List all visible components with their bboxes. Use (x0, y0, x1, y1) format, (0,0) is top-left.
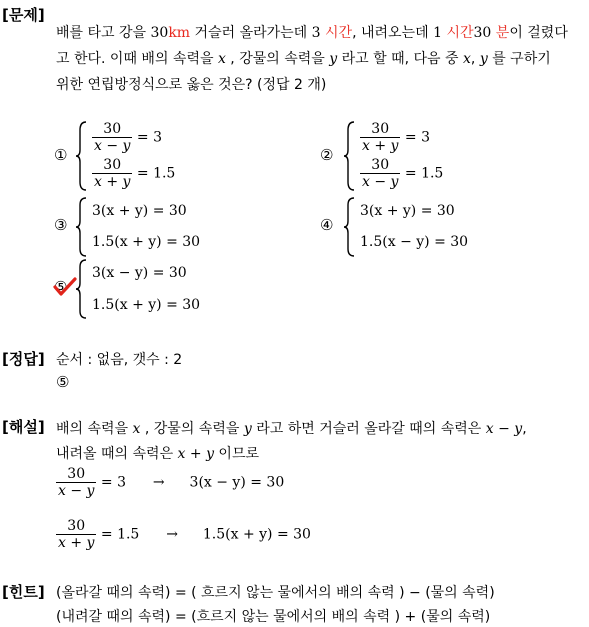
choice-equation-2: 1.5(x + y) = 30 (92, 234, 201, 250)
left-brace-icon (76, 196, 88, 258)
choice-marker: ⑤ (54, 278, 68, 296)
answer-line-2: ⑤ (56, 373, 70, 391)
choice-marker: ② (320, 146, 334, 164)
answer-line-1: 순서 : 없음, 갯수 : 2 (56, 352, 183, 368)
checkmark-icon (52, 276, 78, 298)
choice-equation-1: 3(x + y) = 30 (92, 203, 187, 219)
explanation-line-1: 배의 속력을 x , 강물의 속력을 y 라고 하면 거슬러 올라갈 때의 속력은 x − y, (56, 421, 527, 437)
arrow-icon: → (152, 474, 165, 491)
explanation-equation-b: $\frac{30}{x + y}$ = 1.5 → 1.5(x + y) = 30 (58, 518, 311, 551)
choice-equation-2: 1.5(x + y) = 30 (92, 297, 201, 313)
hint-line-1: (올라갈 때의 속력) = ( 흐르지 않는 물에서의 배의 속력 ) − (물의 속력) (56, 585, 495, 601)
choice-marker: ④ (320, 216, 334, 234)
choice-equation-1: 3(x − y) = 30 (92, 265, 187, 281)
choice-marker: ③ (54, 216, 68, 234)
arrow-icon: → (166, 526, 178, 543)
problem-label: [문제] (2, 6, 45, 24)
choice-equation-2: 1.5(x − y) = 30 (360, 234, 469, 250)
left-brace-icon (76, 258, 88, 320)
left-brace-icon (344, 120, 356, 192)
choice-marker: ① (54, 146, 68, 164)
choice-equation-2: $\frac{30}{x - y}$ = 1.5 (362, 157, 444, 190)
explanation-equation-a: $\frac{30}{x - y}$ = 3 → 3(x − y) = 30 (58, 466, 285, 499)
choice-equation-1: $\frac{30}{x + y}$ = 3 (362, 121, 430, 154)
problem-line-3: 위한 연립방정식으로 옳은 것은? (정답 2 개) (56, 77, 327, 93)
left-brace-icon (76, 120, 88, 192)
choice-equation-1: 3(x + y) = 30 (360, 203, 455, 219)
choice-equation-1: $\frac{30}{x - y}$ = 3 (94, 121, 162, 154)
hint-label: [힌트] (2, 583, 45, 601)
choice-equation-2: $\frac{30}{x + y}$ = 1.5 (94, 157, 176, 190)
hint-line-2: (내려갈 때의 속력) = (흐르지 않는 물에서의 배의 속력 ) + (물의 속력) (56, 609, 491, 625)
problem-line-1: 배를 타고 강을 30km 거슬러 올라가는데 3 시간, 내려오는데 1 시간30 분이 걸렸다 (56, 25, 568, 41)
answer-label: [정답] (2, 350, 45, 368)
problem-line-2: 고 한다. 이때 배의 속력을 x , 강물의 속력을 y 라고 할 때, 다음 중 x, y 를 구하기 (56, 51, 551, 67)
explanation-line-2: 내려올 때의 속력은 x + y 이므로 (56, 446, 260, 462)
left-brace-icon (344, 196, 356, 258)
explanation-label: [해설] (2, 418, 45, 436)
